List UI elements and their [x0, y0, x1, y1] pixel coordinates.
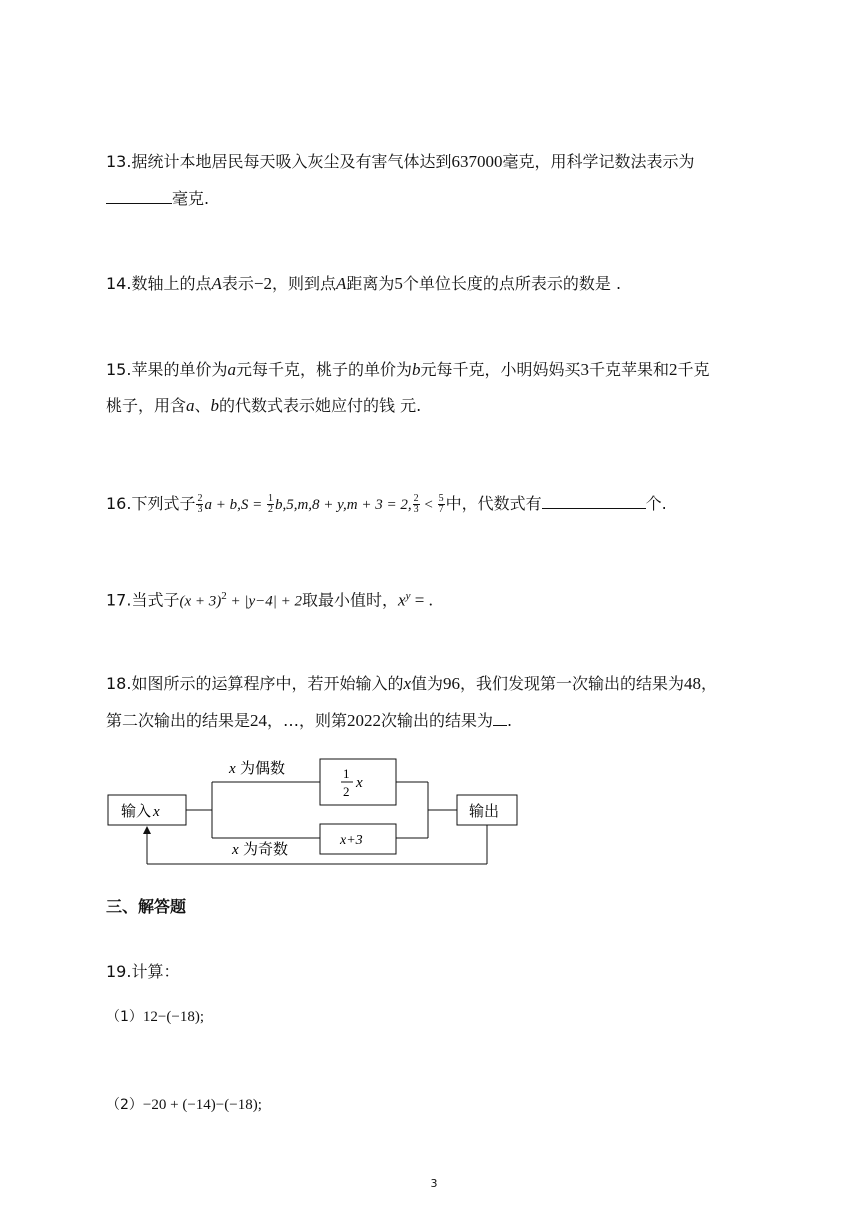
question-text: 如图所示的运算程序中，若开始输入的	[131, 674, 404, 693]
denominator: 7	[438, 504, 444, 515]
question-text: 取最小值时，	[302, 590, 399, 610]
math-value: −2	[253, 274, 272, 293]
part-label: （1）	[106, 1009, 143, 1025]
question-number: 18.	[106, 674, 132, 693]
math-var: a	[227, 360, 236, 379]
math-var: A	[211, 274, 222, 293]
question-text: .	[507, 711, 513, 730]
question-text: 中，代数式有	[445, 494, 542, 513]
numerator: 5	[438, 493, 444, 504]
math-var: b	[210, 396, 220, 415]
output-label: 输出	[469, 802, 500, 820]
math-value: 3	[580, 360, 589, 379]
question-text: 元每千克，小明妈妈买	[420, 360, 581, 379]
question-text: 桃子，用含	[106, 396, 187, 415]
question-text: 千克苹果和	[589, 360, 670, 379]
question-19-title: 19.计算：	[106, 962, 180, 981]
question-number: 13.	[106, 152, 132, 171]
question-text: 千克	[677, 360, 710, 379]
odd-label: 为奇数	[243, 840, 289, 858]
question-text: 毫克.	[172, 189, 210, 208]
math-value: 637000	[451, 152, 503, 171]
question-text: ，则到点	[271, 274, 336, 293]
math-operator: = .	[410, 590, 433, 610]
question-number: 16.	[106, 494, 132, 513]
question-text: 表示	[221, 274, 254, 293]
question-text: 苹果的单价为	[131, 360, 228, 379]
odd-var: x	[232, 842, 239, 858]
plus3-label: x+3	[340, 833, 363, 848]
math-expression: 12−(−18);	[142, 1009, 204, 1025]
question-text: 个.	[645, 494, 667, 513]
question-text: 元每千克，桃子的单价为	[235, 360, 412, 379]
denominator: 3	[197, 504, 203, 515]
math-expression: a + b,S =	[204, 497, 266, 513]
math-expression: −20 + (−14)−(−18);	[142, 1097, 262, 1113]
half-var: x	[356, 775, 363, 791]
even-var: x	[229, 761, 236, 777]
question-text: 当式子	[131, 590, 180, 610]
input-var: x	[153, 804, 160, 820]
question-text: 下列式子	[131, 494, 196, 513]
math-value: 48	[684, 674, 702, 693]
denominator: 2	[267, 504, 273, 515]
math-expression: + |y−4| + 2	[226, 593, 303, 610]
input-label: 输入	[121, 802, 152, 820]
question-text: 、	[194, 396, 211, 415]
math-value: 2	[669, 360, 678, 379]
math-value: 5	[394, 274, 403, 293]
math-var: x	[398, 590, 406, 610]
question-text: 的代数式表示她应付的钱 元.	[219, 396, 422, 415]
question-text: 个单位长度的点所表示的数是 .	[402, 274, 622, 293]
question-text: ，	[701, 674, 718, 693]
half-numerator: 1	[343, 766, 350, 781]
question-text: 值为	[411, 674, 444, 693]
numerator: 2	[413, 493, 419, 504]
question-number: 17.	[106, 590, 132, 610]
math-var: b	[411, 360, 421, 379]
math-value: 96	[443, 674, 461, 693]
exponent: 2	[221, 590, 227, 602]
question-text: ，…，则第	[267, 711, 348, 730]
section-heading: 三、解答题	[106, 897, 187, 916]
math-value: 2022	[347, 711, 382, 730]
half-denominator: 2	[343, 784, 350, 799]
question-number: 15.	[106, 360, 132, 379]
question-text: 据统计本地居民每天吸入灰尘及有害气体达到	[131, 152, 452, 171]
question-19-part2	[106, 1094, 262, 1115]
question-text: 毫克，用科学记数法表示为	[502, 152, 695, 171]
arrow-up-icon	[143, 826, 151, 834]
question-text: ，我们发现第一次输出的结果为	[460, 674, 685, 693]
math-operator: <	[420, 497, 437, 513]
math-var: a	[186, 396, 195, 415]
even-label: 为偶数	[240, 759, 286, 777]
numerator: 1	[267, 493, 273, 504]
page-number: 3	[430, 1177, 438, 1190]
question-text: 次输出的结果为	[381, 711, 494, 730]
denominator: 3	[413, 504, 419, 515]
question-19-part1	[106, 1006, 204, 1027]
question-text: 数轴上的点	[131, 274, 212, 293]
math-var: A	[335, 274, 347, 293]
math-expression: b,5,m,8 + y,m + 3 = 2,	[274, 497, 412, 513]
question-text: 第二次输出的结果是	[106, 711, 251, 730]
math-var: x	[403, 674, 412, 693]
part-label: （2）	[106, 1097, 143, 1113]
numerator: 2	[197, 493, 203, 504]
exponent: y	[405, 590, 411, 602]
question-text: 距离为	[346, 274, 395, 293]
math-value: 24	[250, 711, 268, 730]
math-expression: (x + 3)	[179, 593, 222, 610]
question-number: 14.	[106, 274, 132, 293]
